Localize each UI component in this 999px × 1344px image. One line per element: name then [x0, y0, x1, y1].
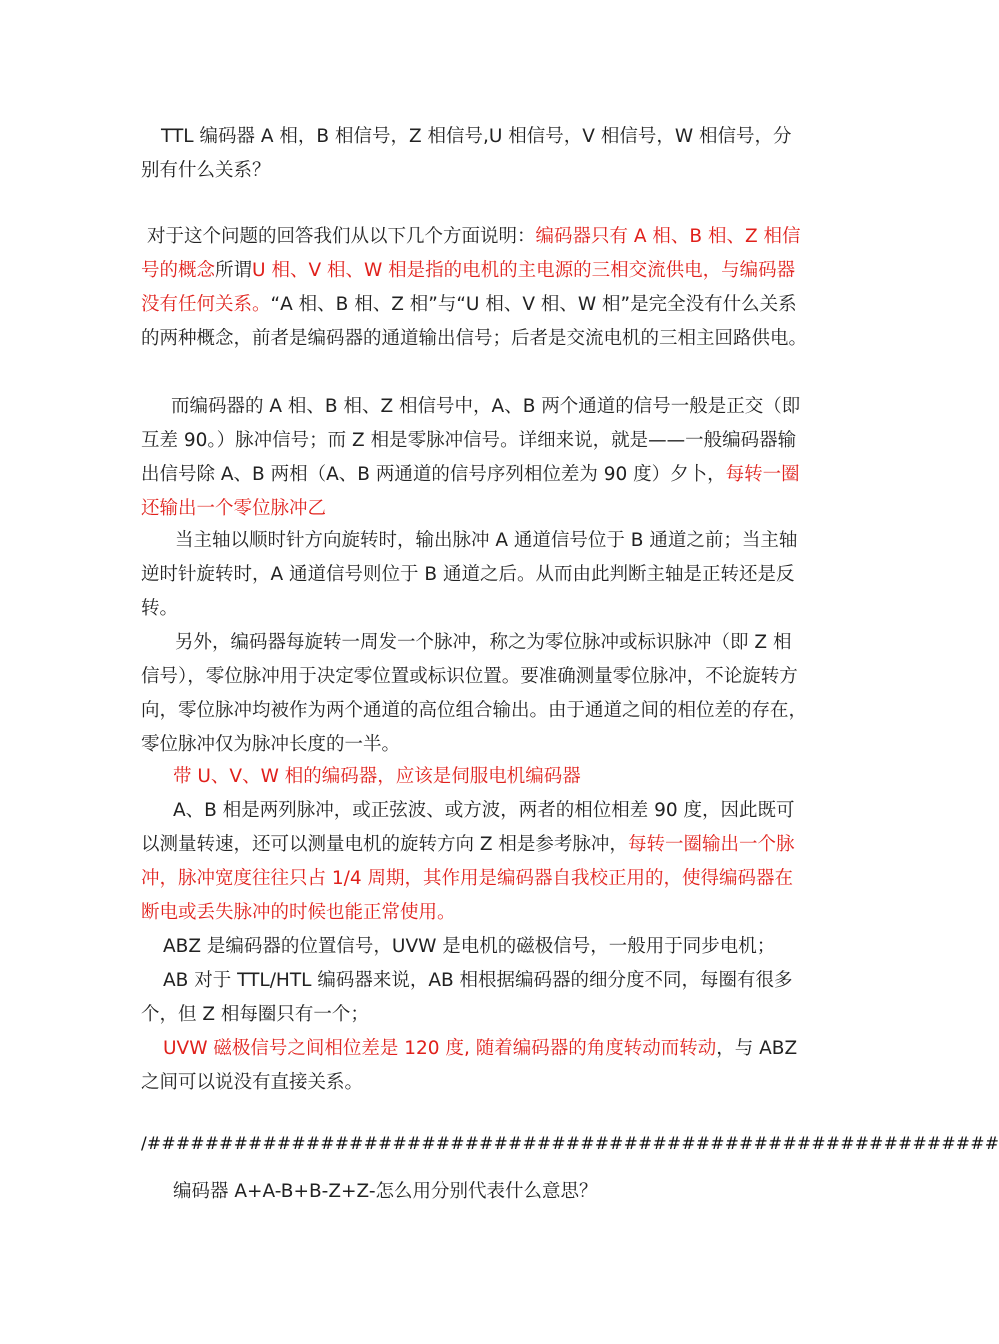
paragraph-2-text: 而编码器的 A 相、B 相、Z 相信号中，A、B 两个通道的信号一般是正交（即互差 90。）脉冲信号；而 Z 相是零脉冲信号。详细来说，就是——一般编码器输出信号除 A、B 两相（A、B 两通道的信号序列相位差为 90 度）夕卜，: [141, 396, 801, 485]
paragraph-9-highlight: UVW 磁极信号之间相位差是 120 度, 随着编码器的角度转动而转动: [163, 1038, 717, 1059]
paragraph-5: [141, 760, 809, 794]
paragraph-7: [141, 930, 809, 964]
paragraph-1-highlight-abz: 编码器只有 A 相、B 相、Z 相信号的概念: [141, 226, 801, 281]
paragraph-4: [141, 626, 809, 762]
question-heading-1: [141, 120, 809, 188]
paragraph-1-rest: “A 相、B 相、Z 相”与“U 相、V 相、W 相”是完全没有什么关系的两种概念，前者是编码器的通道输出信号；后者是交流电机的三相主回路供电。: [141, 294, 808, 349]
paragraph-2-highlight: 每转一圈还输出一个零位脉冲乙: [141, 464, 800, 519]
question-heading-2: [141, 1175, 809, 1209]
paragraph-6-highlight: 每转一圈输出一个脉冲，脉冲宽度往往只占 1/4 周期，其作用是编码器自我校正用的，使得编码器在断电或丢失脉冲的时候也能正常使用。: [141, 834, 795, 923]
paragraph-8: [141, 964, 809, 1032]
paragraph-8-text: AB 对于 TTL/HTL 编码器来说，AB 相根据编码器的细分度不同，每圈有很多个，但 Z 相每圈只有一个；: [141, 970, 793, 1025]
paragraph-1-intro: 对于这个问题的回答我们从以下几个方面说明：: [147, 226, 536, 247]
paragraph-4-text: 另外，编码器每旋转一周发一个脉冲，称之为零位脉冲或标识脉冲（即 Z 相信号），零位脉冲用于决定零位置或标识位置。要准确测量零位脉冲，不论旋转方向，零位脉冲均被作为两个通道的高位组合输出。由于通道之间的相位差的存在，零位脉冲仅为脉冲长度的一半。: [141, 632, 808, 755]
paragraph-1-highlight-uvw: U 相、V 相、W 相是指的电机的主电源的三相交流供电，与编码器没有任何关系。: [141, 260, 796, 315]
question-1-text: TTL 编码器 A 相，B 相信号，Z 相信号,U 相信号，V 相信号，W 相信号，分别有什么关系？: [141, 126, 792, 181]
paragraph-2: [141, 390, 809, 526]
paragraph-9-rest: ，与 ABZ 之间可以说没有直接关系。: [141, 1038, 798, 1093]
paragraph-1: [141, 220, 809, 356]
hash-separator-line: /###########################################################: [141, 1134, 999, 1154]
paragraph-6-text: A、B 相是两列脉冲，或正弦波、或方波，两者的相位相差 90 度，因此既可以测量转速，还可以测量电机的旋转方向 Z 相是参考脉冲，: [141, 800, 795, 855]
paragraph-1-connector: 所谓: [215, 260, 253, 281]
paragraph-5-text: 带 U、V、W 相的编码器，应该是伺服电机编码器: [173, 766, 581, 787]
paragraph-3-text: 当主轴以顺时针方向旋转时，输出脉冲 A 通道信号位于 B 通道之前；当主轴逆时针旋转时，A 通道信号则位于 B 通道之后。从而由此判断主轴是正转还是反转。: [141, 530, 798, 619]
paragraph-9: [141, 1032, 809, 1100]
question-2-text: 编码器 A+A-B+B-Z+Z-怎么用分别代表什么意思？: [173, 1181, 598, 1202]
paragraph-3: [141, 524, 809, 626]
paragraph-6: [141, 794, 809, 930]
paragraph-7-text: ABZ 是编码器的位置信号，UVW 是电机的磁极信号，一般用于同步电机；: [163, 936, 776, 957]
